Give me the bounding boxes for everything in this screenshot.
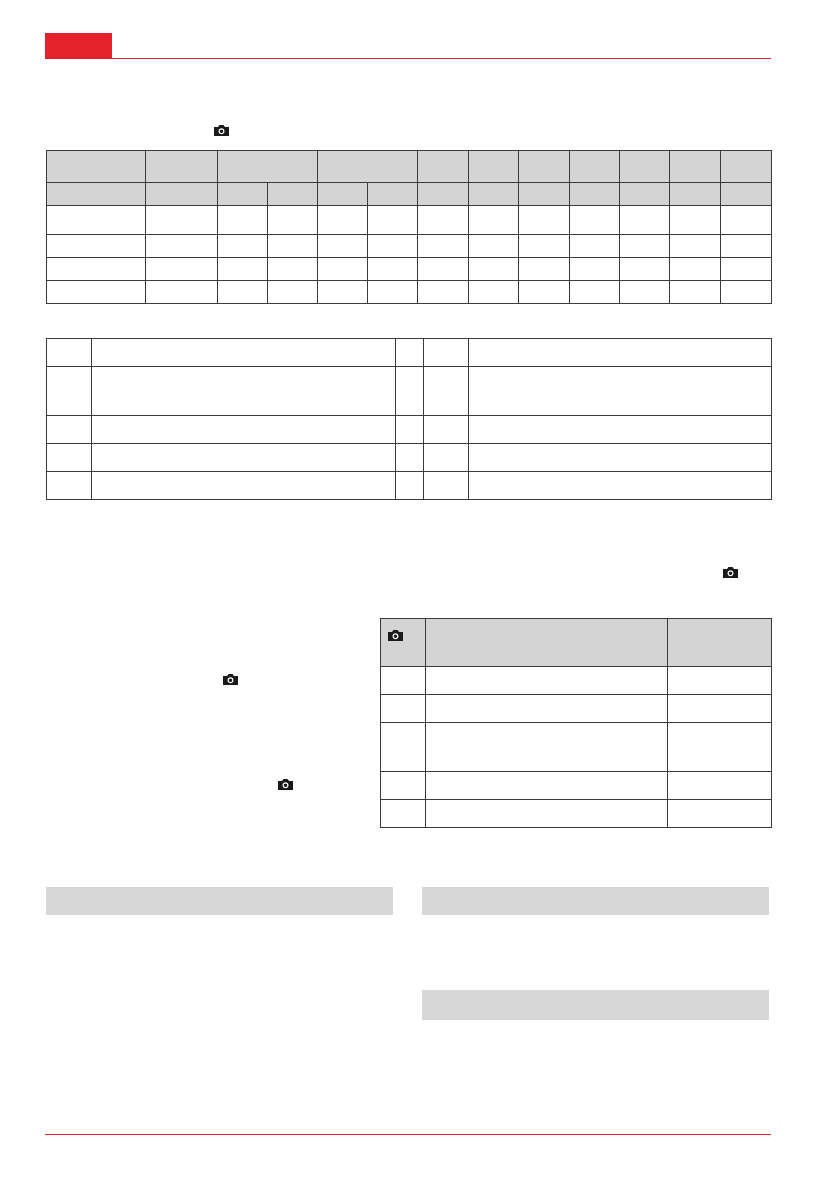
table-row <box>47 416 772 444</box>
camera-icon <box>222 673 239 686</box>
header-brand-tab <box>45 33 112 58</box>
table-row <box>47 258 772 281</box>
table-row <box>381 667 772 695</box>
table-row <box>47 206 772 235</box>
spec-header-cell <box>670 151 721 183</box>
camera-icon <box>213 124 230 137</box>
spec-table-subheader-row <box>47 183 772 206</box>
section-heading-bar <box>422 990 769 1020</box>
parts-header-cell <box>668 619 772 667</box>
spec-header-cell <box>469 151 519 183</box>
spec-header-cell <box>218 151 318 183</box>
spec-header-cell <box>620 151 670 183</box>
footer-rule <box>45 1134 771 1135</box>
table-row <box>47 281 772 304</box>
camera-icon <box>722 566 739 579</box>
legend-table <box>46 338 772 500</box>
spec-table <box>46 150 772 304</box>
table-row <box>381 800 772 828</box>
parts-table-header-row <box>381 619 772 667</box>
table-row <box>47 235 772 258</box>
spec-header-cell <box>146 151 218 183</box>
parts-table <box>380 618 772 828</box>
spec-header-cell <box>721 151 772 183</box>
section-heading-bar <box>46 887 393 915</box>
spec-header-cell <box>318 151 418 183</box>
section-heading-bar <box>422 887 769 915</box>
camera-icon <box>387 629 404 642</box>
header-rule <box>45 58 771 59</box>
table-row <box>381 723 772 772</box>
spec-header-cell <box>47 151 146 183</box>
spec-header-cell <box>519 151 570 183</box>
camera-icon <box>277 778 294 791</box>
spec-header-cell <box>570 151 620 183</box>
spec-header-cell <box>418 151 469 183</box>
table-row <box>47 472 772 500</box>
table-row <box>47 444 772 472</box>
table-row <box>381 695 772 723</box>
table-row <box>381 772 772 800</box>
parts-header-icon-cell <box>381 619 426 667</box>
parts-header-cell <box>426 619 668 667</box>
spec-table-header-row <box>47 151 772 183</box>
table-row <box>47 339 772 367</box>
table-row <box>47 367 772 416</box>
